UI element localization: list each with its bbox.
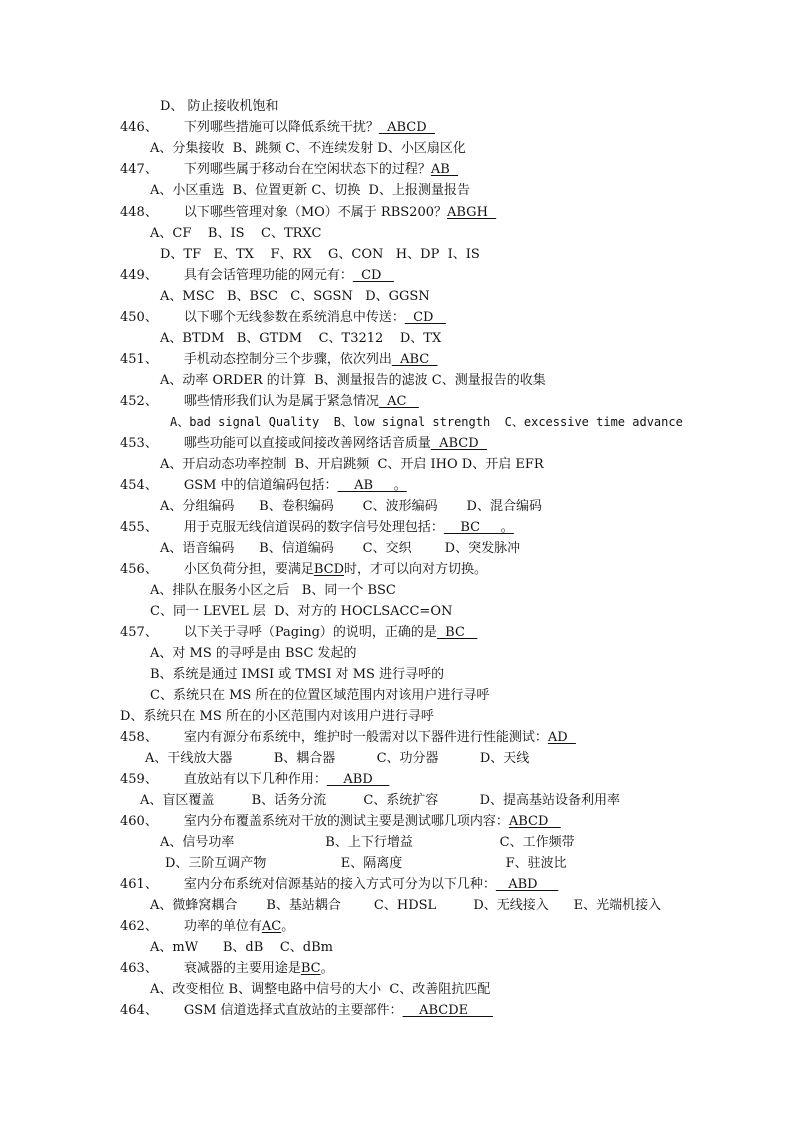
option-line: A、bad signal Quality B、low signal strength C、excessive time advance: [170, 415, 683, 429]
answer: ABGH: [447, 205, 497, 220]
option-line: D、TF E、TX F、RX G、CON H、DP I、IS: [160, 247, 480, 262]
question-number: 448、: [120, 205, 158, 220]
option-line: D、系统只在 MS 所在的小区范围内对该用户进行寻呼: [120, 709, 434, 724]
question-number: 464、: [120, 1003, 158, 1018]
answer: ABCD: [378, 120, 435, 135]
option-line: C、系统只在 MS 所在的位置区域范围内对该用户进行寻呼: [150, 688, 490, 703]
option-line: A、分组编码 B、卷积编码 C、波形编码 D、混合编码: [160, 499, 542, 514]
question-456: [0, 559, 800, 580]
answer: AC: [261, 919, 282, 934]
question-450: [0, 307, 800, 328]
question-text: 小区负荷分担，要满足: [183, 562, 314, 577]
answer: AB 。: [337, 478, 407, 493]
option-line: D、 防止接收机饱和: [160, 99, 279, 114]
option-line: A、改变相位 B、调整电路中信号的大小 C、改善阻抗匹配: [150, 982, 491, 997]
question-number: 455、: [120, 520, 158, 535]
option-line: A、mW B、dB C、dBm: [150, 940, 333, 955]
option-line: A、对 MS 的寻呼是由 BSC 发起的: [150, 646, 357, 661]
question-text: GSM 中的信道编码包括：: [183, 478, 338, 493]
question-number: 453、: [120, 436, 158, 451]
question-number: 463、: [120, 961, 158, 976]
question-tail: 。: [281, 919, 295, 934]
question-tail: 时，才可以向对方切换。: [344, 562, 488, 577]
question-448: [0, 202, 800, 223]
option-line: C、同一 LEVEL 层 D、对方的 HOCLSACC=ON: [150, 604, 453, 619]
question-460: [0, 811, 800, 832]
question-number: 446、: [120, 120, 158, 135]
question-text: 室内分布系统对信源基站的接入方式可分为以下几种：: [183, 877, 496, 892]
question-449: [0, 265, 800, 286]
option-line: A、微蜂窝耦合 B、基站耦合 C、HDSL D、无线接入 E、光端机接入: [150, 898, 662, 913]
question-461: [0, 874, 800, 895]
answer: AC: [378, 394, 419, 409]
question-text: 功率的单位有: [183, 919, 262, 934]
answer: BC: [300, 961, 321, 976]
question-text: 哪些功能可以直接或间接改善网络话音质量: [183, 436, 431, 451]
answer: CD: [404, 310, 446, 325]
question-number: 447、: [120, 162, 158, 177]
question-455: [0, 517, 800, 538]
question-463: [0, 958, 800, 979]
option-line: A、开启动态功率控制 B、开启跳频 C、开启 IHO D、开启 EFR: [160, 457, 544, 472]
question-text: 以下哪个无线参数在系统消息中传送：: [183, 310, 405, 325]
answer: ABCD: [430, 436, 487, 451]
question-number: 458、: [120, 730, 158, 745]
question-464: [0, 1000, 800, 1021]
answer: ABD: [495, 877, 559, 892]
question-text: 室内分布覆盖系统对干放的测试主要是测试哪几项内容：: [183, 814, 509, 829]
question-tail: 。: [320, 961, 334, 976]
question-text: 具有会话管理功能的网元有：: [183, 268, 353, 283]
option-line: A、分集接收 B、跳频 C、不连续发射 D、小区扇区化: [150, 141, 466, 156]
question-number: 459、: [120, 772, 158, 787]
answer: BC 。: [443, 520, 514, 535]
question-number: 461、: [120, 877, 158, 892]
question-number: 451、: [120, 352, 158, 367]
question-text: 以下哪些管理对象（MO）不属于 RBS200？: [183, 205, 447, 220]
question-447: [0, 159, 800, 180]
question-454: [0, 475, 800, 496]
question-text: 手机动态控制分三个步骤，依次列出: [183, 352, 392, 367]
answer: AD: [547, 730, 576, 745]
option-line: B、系统是通过 IMSI 或 TMSI 对 MS 进行寻呼的: [150, 667, 445, 682]
question-453: [0, 433, 800, 454]
question-number: 462、: [120, 919, 158, 934]
question-text: 室内有源分布系统中，维护时一般需对以下器件进行性能测试：: [183, 730, 548, 745]
question-text: 下列哪些措施可以降低系统干扰？: [183, 120, 379, 135]
question-text: 哪些情形我们认为是属于紧急情况: [183, 394, 379, 409]
answer: ABD: [326, 772, 390, 787]
option-line: A、干线放大器 B、耦合器 C、功分器 D、天线: [145, 751, 530, 766]
question-number: 452、: [120, 394, 158, 409]
question-number: 457、: [120, 625, 158, 640]
answer: ABCDE: [402, 1003, 493, 1018]
question-text: 直放站有以下几种作用：: [183, 772, 327, 787]
answer: ABC: [391, 352, 438, 367]
question-462: [0, 916, 800, 937]
option-line: A、信号功率 B、上下行增益 C、工作频带: [160, 835, 575, 850]
question-457: [0, 622, 800, 643]
option-line: A、盲区覆盖 B、话务分流 C、系统扩容 D、提高基站设备利用率: [140, 793, 621, 808]
answer: CD: [352, 268, 394, 283]
question-text: GSM 信道选择式直放站的主要部件：: [183, 1003, 403, 1018]
option-line: A、MSC B、BSC C、SGSN D、GGSN: [160, 289, 430, 304]
question-451: [0, 349, 800, 370]
question-text: 以下关于寻呼（Paging）的说明，正确的是: [183, 625, 437, 640]
question-number: 456、: [120, 562, 158, 577]
answer: ABCD: [508, 814, 561, 829]
option-line: A、CF B、IS C、TRXC: [150, 226, 322, 241]
option-line: A、语音编码 B、信道编码 C、交织 D、突发脉冲: [160, 541, 521, 556]
question-number: 450、: [120, 310, 158, 325]
question-459: [0, 769, 800, 790]
question-text: 用于克服无线信道误码的数字信号处理包括：: [183, 520, 444, 535]
option-line: D、三阶互调产物 E、隔离度 F、驻波比: [165, 856, 567, 871]
option-line: A、小区重选 B、位置更新 C、切换 D、上报测量报告: [150, 183, 470, 198]
question-number: 449、: [120, 268, 158, 283]
answer: AB: [430, 162, 459, 177]
option-line: A、动率 ORDER 的计算 B、测量报告的滤波 C、测量报告的收集: [160, 373, 546, 388]
answer: BCD: [313, 562, 345, 577]
question-number: 454、: [120, 478, 158, 493]
question-452: [0, 391, 800, 412]
question-text: 衰减器的主要用途是: [183, 961, 301, 976]
question-text: 下列哪些属于移动台在空闲状态下的过程？: [183, 162, 431, 177]
question-number: 460、: [120, 814, 158, 829]
option-line: A、BTDM B、GTDM C、T3212 D、TX: [160, 331, 442, 346]
question-446: [0, 117, 800, 138]
question-458: [0, 727, 800, 748]
option-line: A、排队在服务小区之后 B、同一个 BSC: [150, 583, 396, 598]
answer: BC: [436, 625, 478, 640]
